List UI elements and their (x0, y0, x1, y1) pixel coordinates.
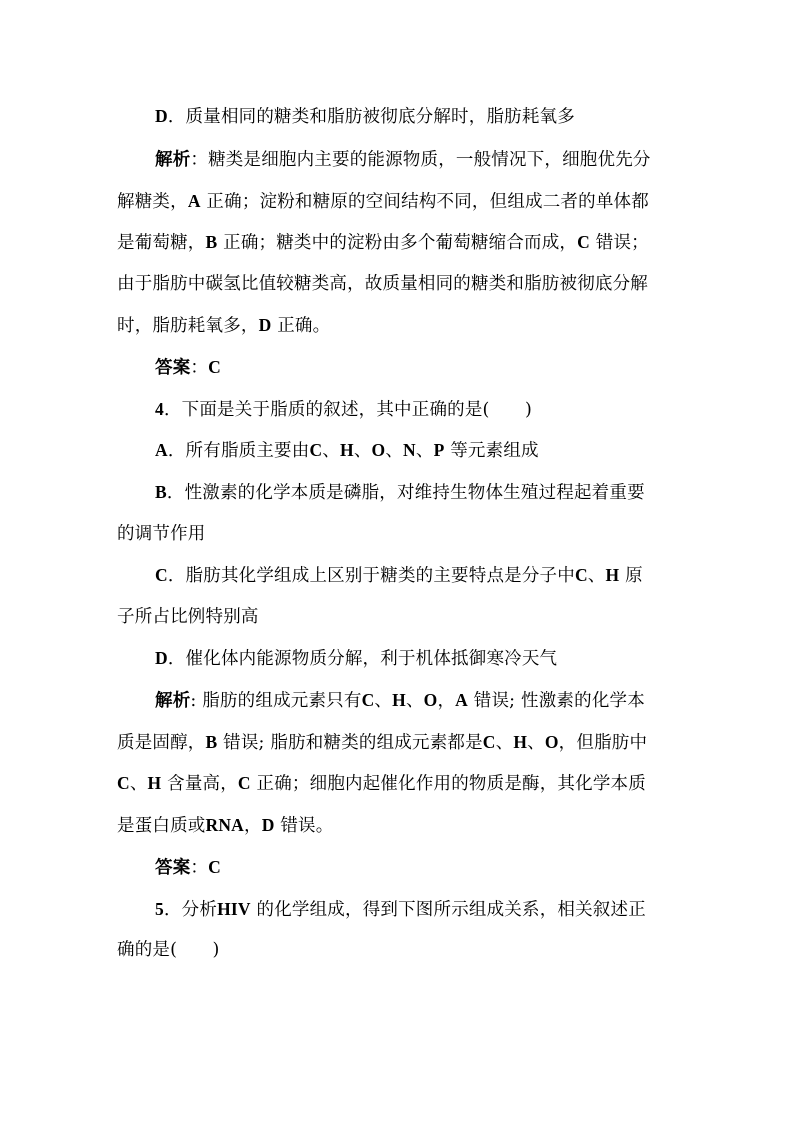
text-run: 答案 (155, 857, 191, 877)
text-run: 错误； (589, 233, 649, 253)
q4-answer (0, 854, 794, 881)
text-run: C (574, 565, 588, 585)
text-run: N (403, 440, 416, 460)
q4-option-c-line-1 (0, 562, 794, 589)
q4-option-a (0, 437, 794, 464)
text-run: 的调节作用 (117, 524, 206, 544)
text-run: C (117, 773, 130, 793)
q4-stem (0, 396, 794, 423)
q3-analysis-line-1 (0, 146, 794, 173)
text-run: 、 (587, 566, 606, 586)
text-run: C (237, 773, 251, 793)
text-run: 子所占比例特别高 (117, 607, 259, 627)
text-run: ， (437, 691, 456, 711)
text-run: 含量高， (161, 774, 238, 794)
text-run: A (155, 440, 168, 460)
text-run: 、 (385, 441, 404, 461)
text-run: HIV (217, 899, 251, 919)
text-run: 解糖类， (117, 192, 188, 212)
text-run: D (261, 815, 275, 835)
text-run: P (433, 440, 445, 460)
text-run: ， (244, 816, 262, 836)
text-run: D (155, 648, 168, 668)
text-run: ．性激素的化学本质是磷脂，对维持生物体生殖过程起着重要 (166, 483, 645, 503)
text-run: 正确。 (271, 316, 331, 336)
text-run: C (208, 357, 221, 377)
text-run: 由于脂肪中碳氢比值较糖类高，故质量相同的糖类和脂肪被彻底分解 (117, 274, 648, 294)
q3-analysis-line-2 (0, 188, 794, 215)
text-run: C (208, 857, 221, 877)
text-run: 、 (374, 691, 393, 711)
q4-analysis-line-2 (0, 729, 794, 756)
text-run: 是葡萄糖， (117, 233, 206, 253)
text-run: : 脂肪的组成元素只有 (190, 691, 362, 711)
text-run: ： (190, 358, 209, 378)
text-run: O (544, 732, 559, 752)
text-run: H (605, 565, 620, 585)
q3-analysis-line-3 (0, 229, 794, 256)
text-run: H (392, 690, 406, 710)
text-run: C (155, 565, 168, 585)
text-run: ．脂肪其化学组成上区别于糖类的主要特点是分子中 (167, 566, 575, 586)
text-run: H (147, 773, 162, 793)
q4-analysis-line-1 (0, 687, 794, 714)
text-run: ．催化体内能源物质分解，利于机体抵御寒冷天气 (167, 649, 558, 669)
text-run: 答案 (155, 357, 191, 377)
q4-analysis-line-4 (0, 812, 794, 839)
text-run: 错误; 脂肪和糖类的组成元素都是 (217, 733, 483, 753)
text-run: ：糖类是细胞内主要的能源物质，一般情况下，细胞优先分 (190, 150, 651, 170)
text-run: B (155, 482, 167, 502)
q5-stem-line-1 (0, 896, 794, 923)
text-run: ．质量相同的糖类和脂肪被彻底分解时，脂肪耗氧多 (167, 107, 575, 127)
text-run: B (205, 732, 218, 752)
text-run: 、 (322, 441, 340, 461)
text-run: C (309, 440, 323, 460)
text-run: RNA (205, 815, 245, 835)
text-run: 的化学组成，得到下图所示组成关系，相关叙述正 (250, 900, 646, 920)
text-run: C (482, 732, 496, 752)
text-run: C (577, 232, 590, 252)
text-run: 确的是( ) (117, 940, 220, 960)
text-run: 原 (619, 566, 643, 586)
text-run: D (155, 106, 168, 126)
text-run: 正确；细胞内起催化作用的物质是酶，其化学本质 (250, 774, 646, 794)
text-run: 、 (129, 774, 148, 794)
text-run: ．分析 (163, 900, 218, 920)
text-run: 错误; 性激素的化学本 (468, 691, 645, 711)
q3-analysis-line-4 (0, 271, 794, 297)
text-run: O (423, 690, 438, 710)
q4-option-c-line-2 (0, 604, 794, 630)
text-run: 、 (527, 733, 545, 753)
text-run: 正确；糖类中的淀粉由多个葡萄糖缩合而成， (217, 233, 578, 253)
text-run: 解析 (155, 690, 191, 710)
text-run: H (340, 440, 354, 460)
q4-option-b-line-1 (0, 479, 794, 506)
text-run: C (361, 690, 375, 710)
q4-option-d (0, 645, 794, 672)
q3-option-d (0, 103, 794, 130)
text-run: 等元素组成 (444, 441, 539, 461)
text-run: 4 (155, 399, 164, 419)
text-run: 正确；淀粉和糖原的空间结构不同，但组成二者的单体都 (200, 192, 649, 212)
text-run: 、 (495, 733, 514, 753)
text-run: 时，脂肪耗氧多， (117, 316, 259, 336)
q4-analysis-line-3 (0, 770, 794, 797)
text-run: A (455, 690, 468, 710)
q4-option-b-line-2 (0, 521, 794, 547)
text-run: O (371, 440, 386, 460)
text-run: 、 (415, 441, 434, 461)
text-run: 5 (155, 899, 164, 919)
text-run: 解析 (155, 149, 191, 169)
q3-answer (0, 354, 794, 381)
text-run: ，但脂肪中 (558, 733, 648, 753)
text-run: ．下面是关于脂质的叙述，其中正确的是( ) (163, 400, 533, 420)
text-run: H (513, 732, 528, 752)
text-run: D (258, 315, 272, 335)
text-run: A (187, 191, 201, 211)
text-run: B (205, 232, 218, 252)
text-run: 、 (353, 441, 372, 461)
text-run: 错误。 (274, 816, 334, 836)
text-run: 质是固醇， (117, 733, 206, 753)
text-run: 、 (405, 691, 424, 711)
text-run: ： (190, 858, 209, 878)
text-run: 是蛋白质或 (117, 816, 206, 836)
q5-stem-line-2 (0, 937, 794, 963)
text-run: ．所有脂质主要由 (167, 441, 310, 461)
q3-analysis-line-5 (0, 312, 794, 339)
